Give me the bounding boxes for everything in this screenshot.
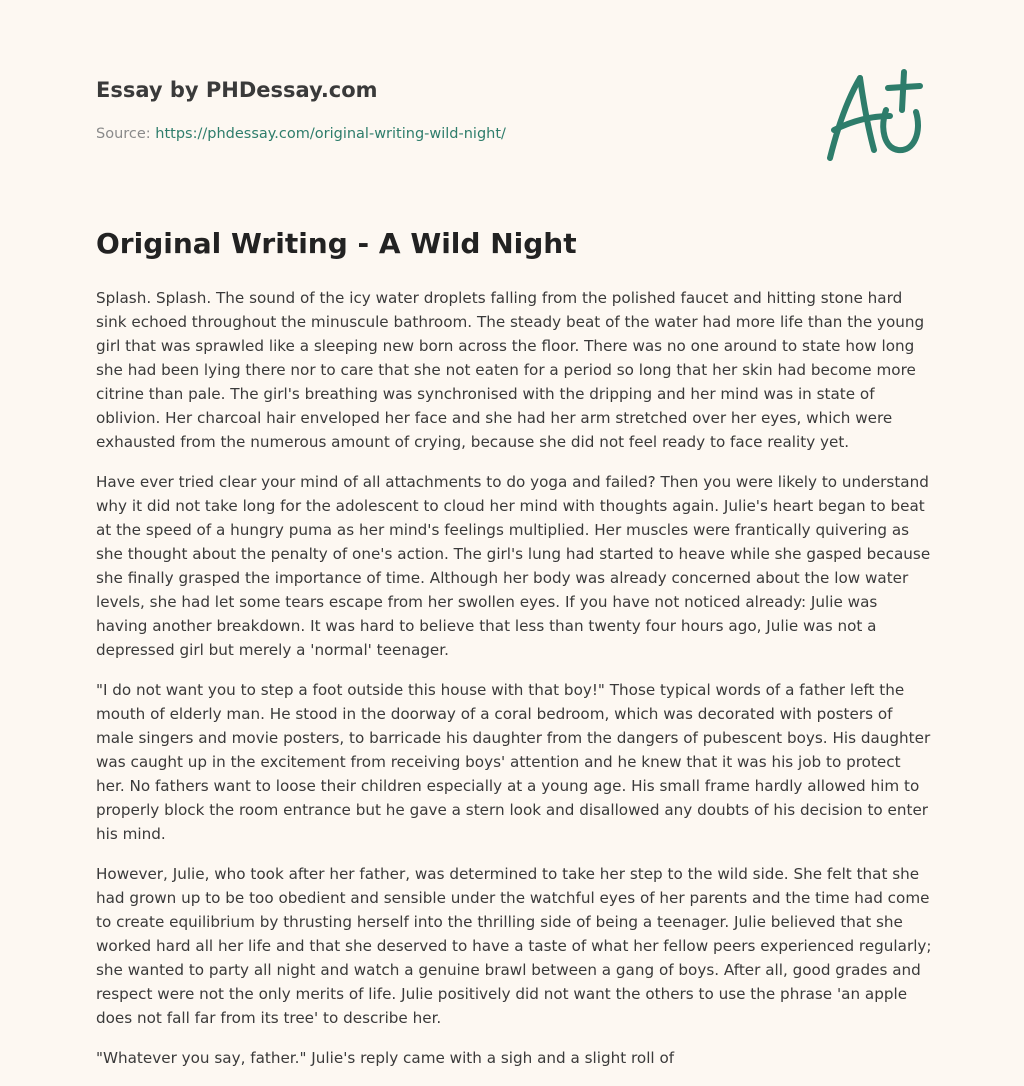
paragraph: "I do not want you to step a foot outside this house with that boy!" Those typical words of a father left the mouth of elderly man. He stood in the doorway of a coral bedroom, which was decorated with posters of male singers and movie posters, to barricade his daughter from the dangers of pubescent boys. His daughter was caught up in the excitement from receiving boys' attention and he knew that it was his job to protect her. No fathers want to loose their children especially at a young age. His small frame hardly allowed him to properly block the room entrance but he gave a stern look and disallowed any doubts of his decision to enter his mind. bbox=[96, 681, 931, 843]
source-link[interactable]: https://phdessay.com/original-writing-wild-night/ bbox=[155, 126, 506, 142]
paragraph: Splash. Splash. The sound of the icy water droplets falling from the polished faucet and hitting stone hard sink echoed throughout the minuscule bathroom. The steady beat of the water had more life than the young girl that was sprawled like a sleeping new born across the floor. There was no one around to state how long she had been lying there nor to care that she not eaten for a period so long that her skin had become more citrine than pale. The girl's breathing was synchronised with the dripping and her mind was in state of oblivion. Her charcoal hair enveloped her face and she had her arm stretched over her eyes, which were exhausted from the numerous amount of crying, because she did not feel ready to face reality yet. bbox=[96, 289, 925, 451]
paragraph: However, Julie, who took after her father, was determined to take her step to the wild side. She felt that she had grown up to be too obedient and sensible under the watchful eyes of her parents and the time had come to create equilibrium by thrusting herself into the thrilling side of being a teenager. Julie believed that she worked hard all her life and that she deserved to have a taste of what her fellow peers experienced regularly; she wanted to party all night and watch a genuine brawl between a gang of boys. After all, good grades and respect were not the only merits of life. Julie positively did not want the others to use the phrase 'an apple does not fall far from its tree' to describe her. bbox=[96, 865, 932, 1027]
a-plus-logo-icon bbox=[820, 66, 930, 166]
source-line bbox=[96, 124, 796, 144]
paragraph: "Whatever you say, father." Julie's reply came with a sigh and a slight roll of bbox=[96, 1049, 675, 1067]
brand-title: Essay by PHDessay.com bbox=[96, 78, 378, 102]
essay-header bbox=[96, 76, 796, 144]
source-label: Source: bbox=[96, 126, 156, 142]
paragraph: Have ever tried clear your mind of all attachments to do yoga and failed? Then you were likely to understand why it did not take long for the adolescent to cloud her mind with thoughts again. Julie's heart began to beat at the speed of a hungry puma as her mind's feelings multiplied. Her muscles were frantically quivering as she thought about the penalty of one's action. The girl's lung had started to heave while she gasped because she finally grasped the importance of time. Although her body was already concerned about the low water levels, she had let some tears escape from her swollen eyes. If you have not noticed already: Julie was having another breakdown. It was hard to believe that less than twenty four hours ago, Julie was not a depressed girl but merely a 'normal' teenager. bbox=[96, 473, 931, 659]
essay-title: Original Writing - A Wild Night bbox=[96, 227, 577, 260]
essay-body bbox=[96, 286, 932, 1086]
